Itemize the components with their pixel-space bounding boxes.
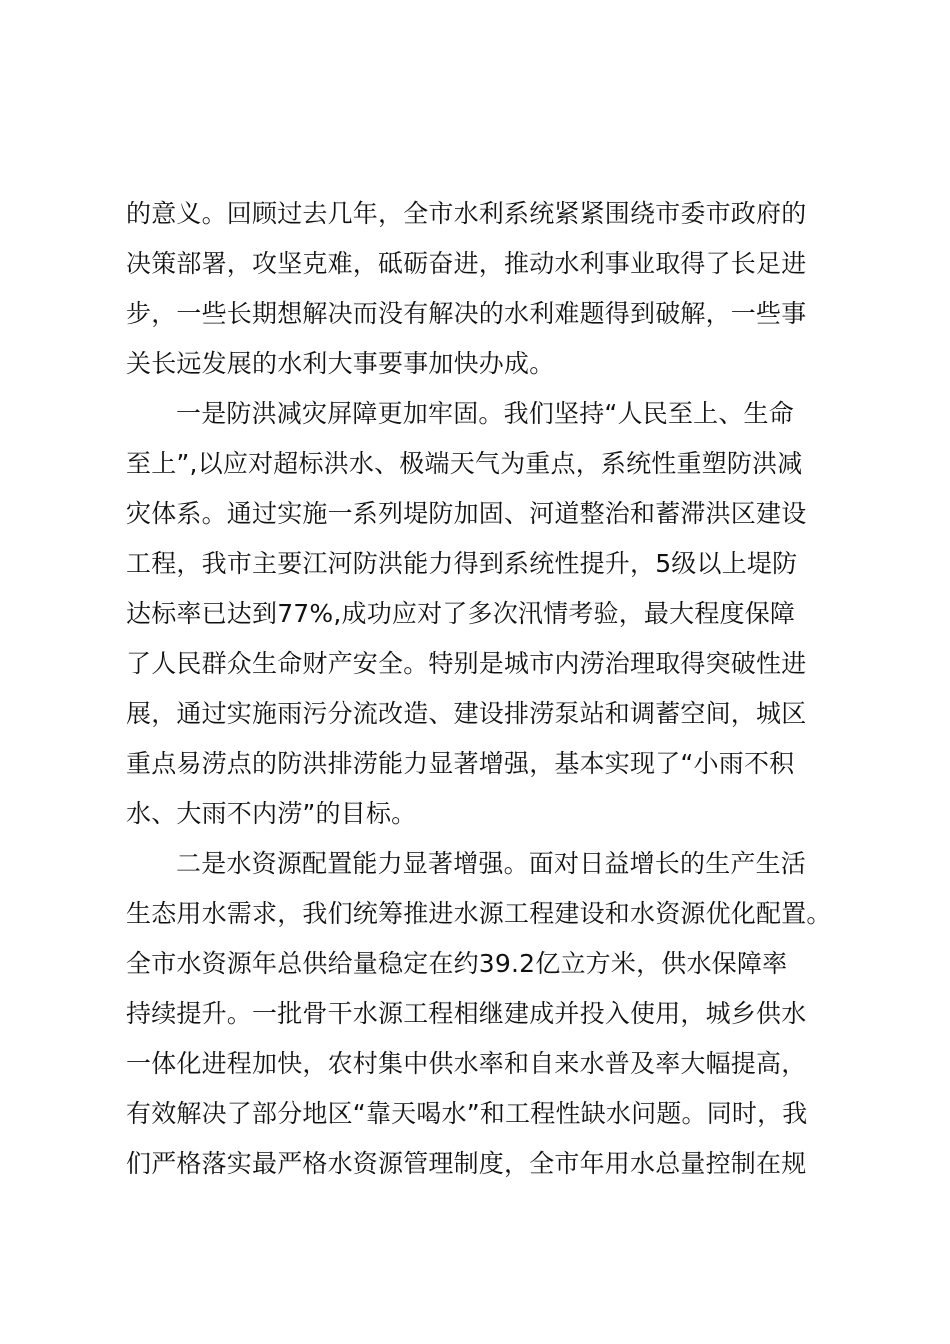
paragraph-first-line: 二是水资源配置能力显著增强。面对日益增长的生产生活 xyxy=(176,849,807,878)
text-line: 的意义。回顾过去几年，全市水利系统紧紧围绕市委市政府的 xyxy=(126,199,807,228)
text-line: 关长远发展的水利大事要事加快办成。 xyxy=(126,349,555,378)
text-line: 工程，我市主要江河防洪能力得到系统性提升，5级以上堤防 xyxy=(126,549,798,578)
text-line: 展，通过实施雨污分流改造、建设排涝泵站和调蓄空间，城区 xyxy=(126,699,807,728)
text-line: 持续提升。一批骨干水源工程相继建成并投入使用，城乡供水 xyxy=(126,999,807,1028)
text-line: 了人民群众生命财产安全。特别是城市内涝治理取得突破性进 xyxy=(126,649,807,678)
text-line: 生态用水需求，我们统筹推进水源工程建设和水资源优化配置。 xyxy=(126,899,832,928)
text-line: 有效解决了部分地区“靠天喝水”和工程性缺水问题。同时，我 xyxy=(126,1099,808,1128)
text-line: 步，一些长期想解决而没有解决的水利难题得到破解，一些事 xyxy=(126,299,807,328)
text-line: 们严格落实最严格水资源管理制度，全市年用水总量控制在规 xyxy=(126,1149,807,1178)
text-line: 全市水资源年总供给量稳定在约39.2亿立方米，供水保障率 xyxy=(126,949,788,978)
text-line: 至上”,以应对超标洪水、极端天气为重点，系统性重塑防洪减 xyxy=(126,449,803,478)
paragraph-first-line: 一是防洪减灾屏障更加牢固。我们坚持“人民至上、生命 xyxy=(176,399,794,428)
text-line: 达标率已达到77%,成功应对了多次汛情考验，最大程度保障 xyxy=(126,599,796,628)
text-line: 重点易涝点的防洪排涝能力显著增强，基本实现了“小雨不积 xyxy=(126,749,795,778)
text-line: 灾体系。通过实施一系列堤防加固、河道整治和蓄滞洪区建设 xyxy=(126,499,807,528)
text-line: 决策部署，攻坚克难，砥砺奋进，推动水利事业取得了长足进 xyxy=(126,249,807,278)
text-line: 水、大雨不内涝”的目标。 xyxy=(126,799,417,828)
text-line: 一体化进程加快，农村集中供水率和自来水普及率大幅提高， xyxy=(126,1049,807,1078)
